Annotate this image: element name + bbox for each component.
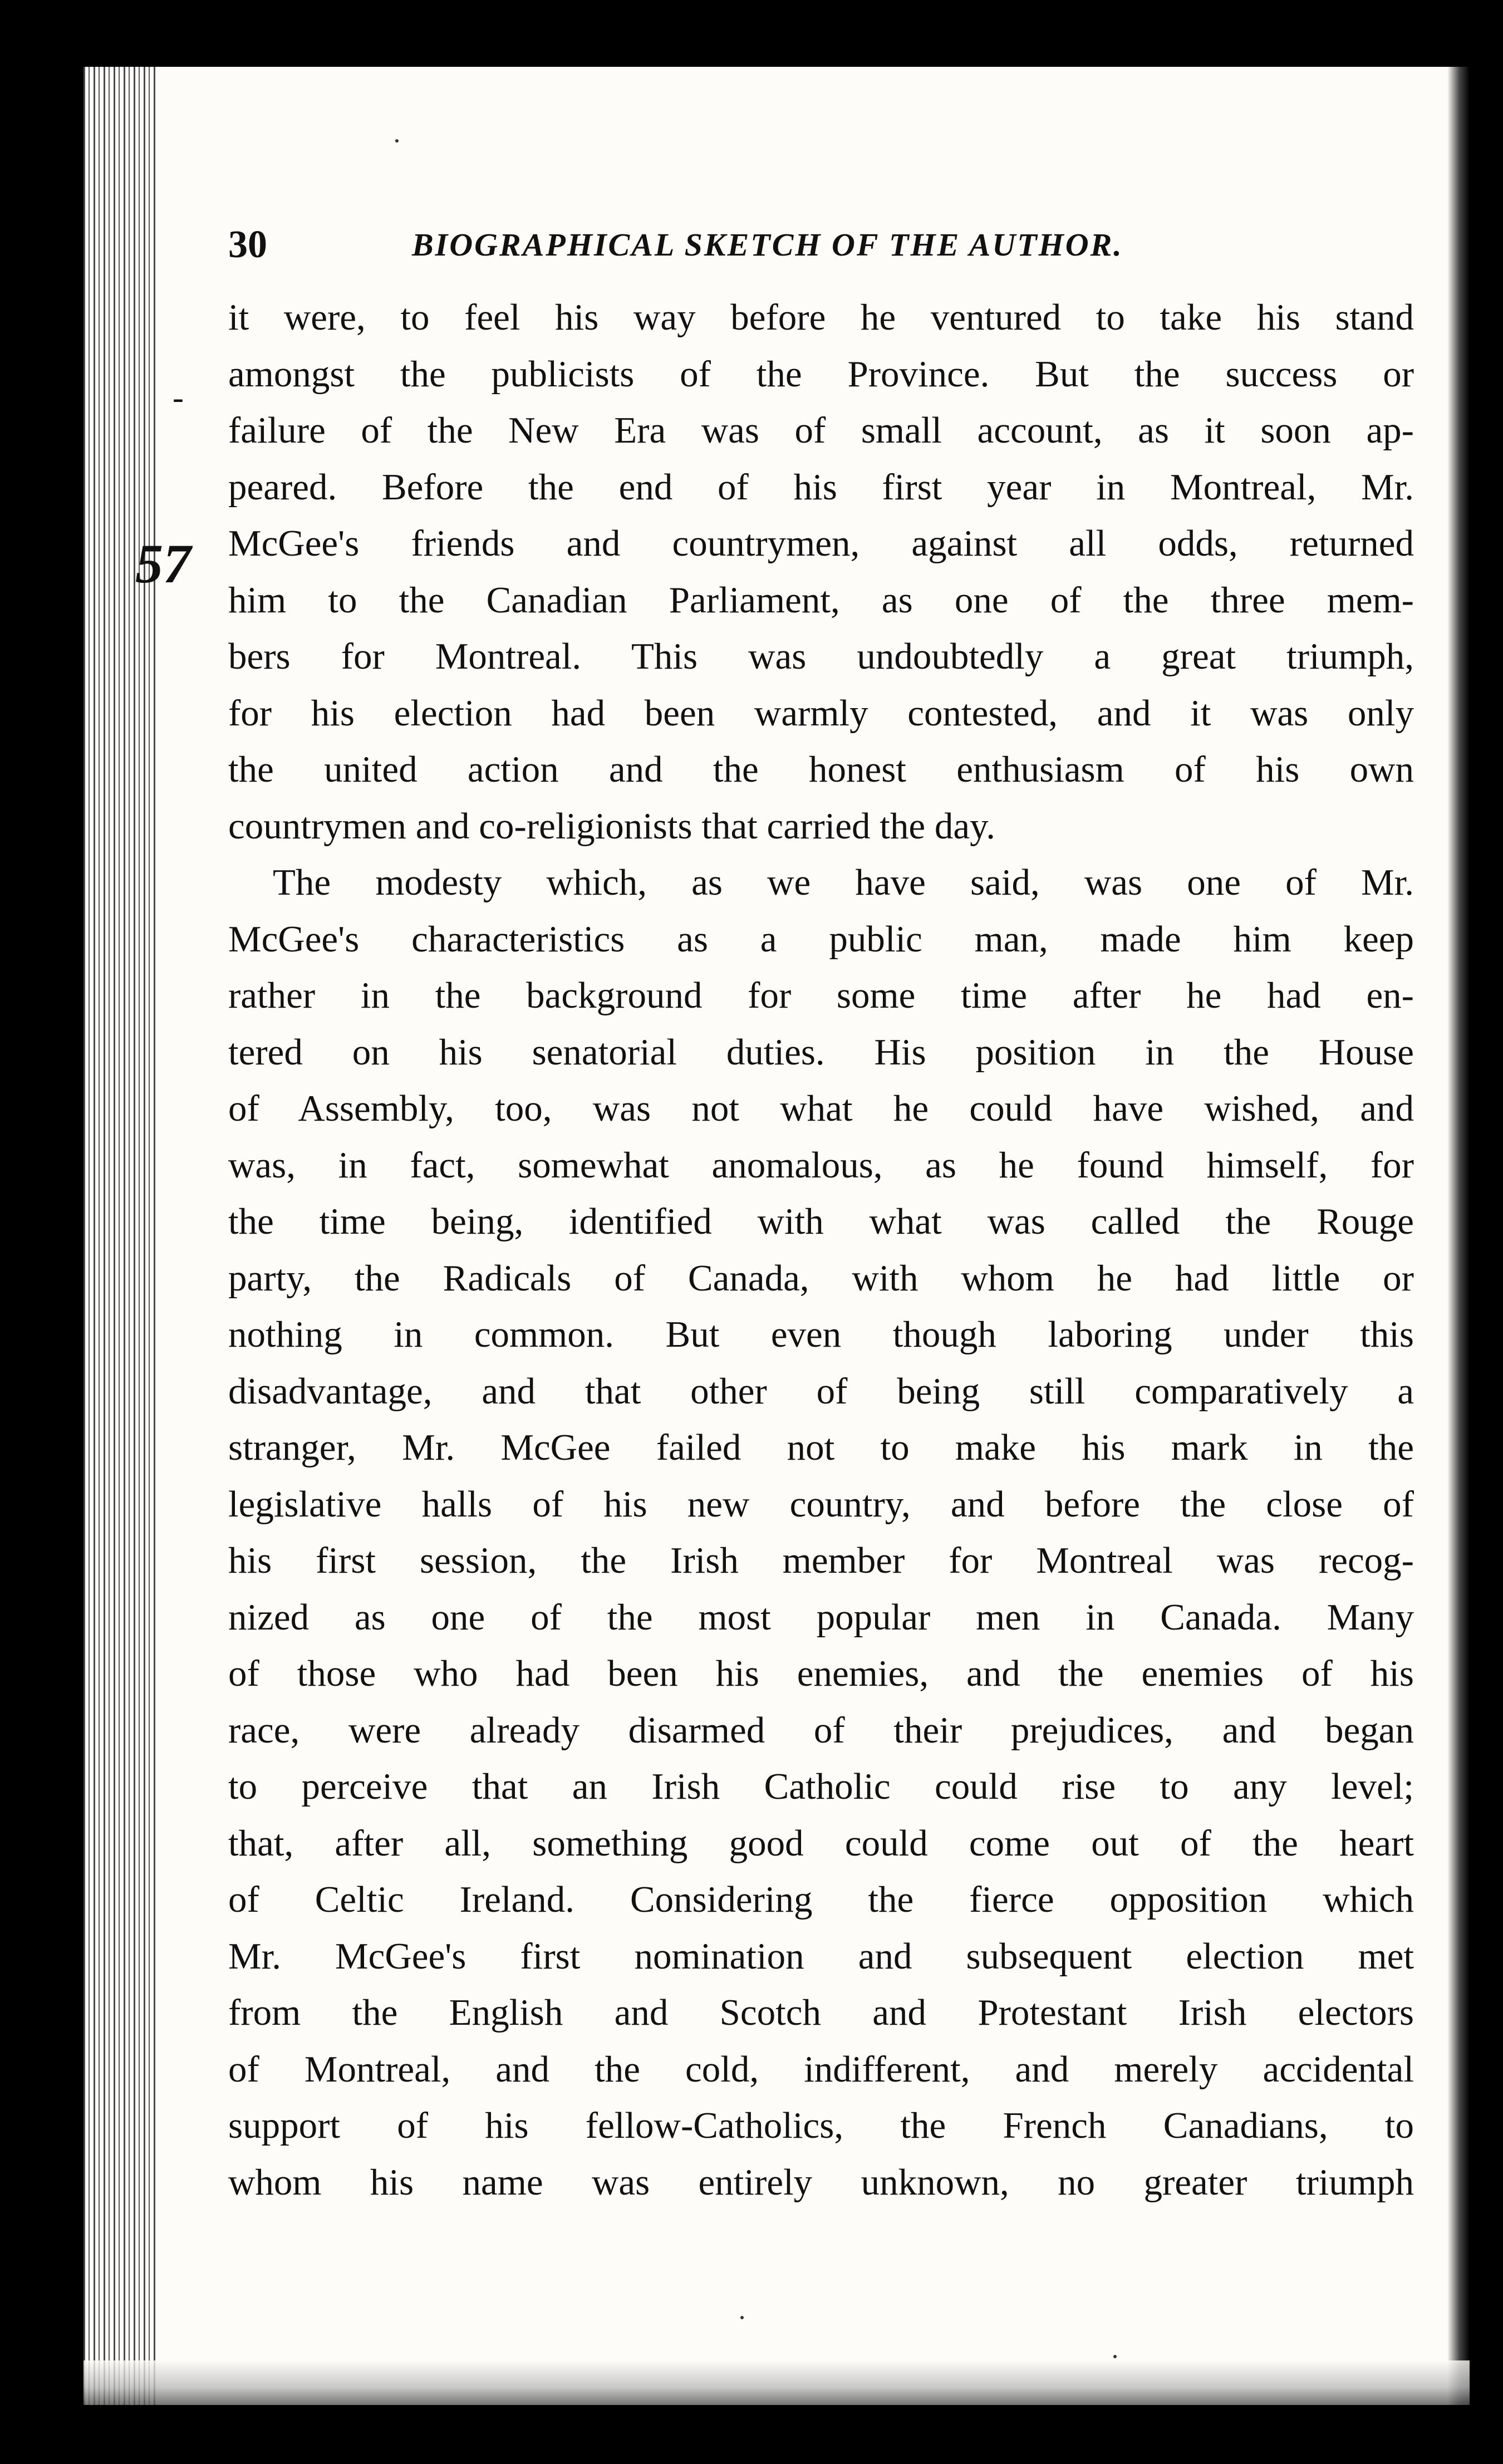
text-line: bers for Montreal. This was undoubtedly a great triumph, [228, 636, 1414, 677]
text-line: for his election had been warmly contested, and it was only [228, 692, 1414, 734]
text-line: party, the Radicals of Canada, with whom he had little or [228, 1257, 1414, 1299]
text-line: race, were already disarmed of their prejudices, and began [228, 1709, 1414, 1751]
page-header [228, 223, 1453, 273]
page-edge-right [1447, 67, 1470, 2405]
text-line: Mr. McGee's first nomination and subsequent election met [228, 1935, 1414, 1977]
text-line: of Celtic Ireland. Considering the fierce opposition which [228, 1879, 1414, 1920]
print-speck [395, 139, 399, 143]
text-line: McGee's characteristics as a public man, made him keep [228, 918, 1414, 960]
text-line: to perceive that an Irish Catholic could rise to any level; [228, 1766, 1414, 1807]
text-line: was, in fact, somewhat anomalous, as he found himself, for [228, 1144, 1414, 1186]
text-line: rather in the background for some time after he had en- [228, 975, 1414, 1016]
text-line: The modesty which, as we have said, was one of Mr. [273, 862, 1414, 903]
text-line: from the English and Scotch and Protestant Irish electors [228, 1992, 1414, 2033]
print-speck [1113, 2355, 1117, 2358]
text-line: peared. Before the end of his first year in Montreal, Mr. [228, 466, 1414, 508]
text-line: nothing in common. But even though laboring under this [228, 1314, 1414, 1355]
text-line: disadvantage, and that other of being still comparatively a [228, 1370, 1414, 1412]
running-head: BIOGRAPHICAL SKETCH OF THE AUTHOR. [412, 227, 1123, 263]
text-line: legislative halls of his new country, and before the close of [228, 1483, 1414, 1525]
text-line: failure of the New Era was of small account, as it soon ap- [228, 410, 1414, 451]
text-line: of those who had been his enemies, and the enemies of his [228, 1653, 1414, 1694]
text-line: nized as one of the most popular men in Canada. Many [228, 1596, 1414, 1638]
text-line: of Assembly, too, was not what he could have wished, and [228, 1088, 1414, 1129]
text-line: tered on his senatorial duties. His position in the House [228, 1031, 1414, 1073]
body-text [228, 289, 1414, 2211]
binding-shadow [84, 67, 156, 2405]
page-edge-bottom [84, 2360, 1470, 2405]
text-line: support of his fellow-Catholics, the French Canadians, to [228, 2105, 1414, 2146]
text-line: countrymen and co-religionists that carried the day. [228, 805, 995, 847]
text-line: his first session, the Irish member for Montreal was recog- [228, 1540, 1414, 1581]
text-line: stranger, Mr. McGee failed not to make his mark in the [228, 1427, 1414, 1468]
print-speck [740, 2316, 744, 2319]
handwritten-margin-mark: 57 [135, 533, 191, 595]
margin-dash-mark: - [173, 379, 184, 416]
page-number: 30 [228, 223, 267, 266]
book-page [84, 67, 1470, 2405]
text-line: the time being, identified with what was called the Rouge [228, 1201, 1414, 1242]
text-line: whom his name was entirely unknown, no greater triumph [228, 2161, 1414, 2203]
text-line: of Montreal, and the cold, indifferent, and merely accidental [228, 2048, 1414, 2090]
text-line: it were, to feel his way before he ventured to take his stand [228, 297, 1414, 338]
text-line: amongst the publicists of the Province. But the success or [228, 353, 1414, 395]
text-line: him to the Canadian Parliament, as one of the three mem- [228, 579, 1414, 621]
text-line: that, after all, something good could come out of the heart [228, 1822, 1414, 1864]
text-line: McGee's friends and countrymen, against all odds, returned [228, 523, 1414, 564]
text-line: the united action and the honest enthusiasm of his own [228, 749, 1414, 790]
